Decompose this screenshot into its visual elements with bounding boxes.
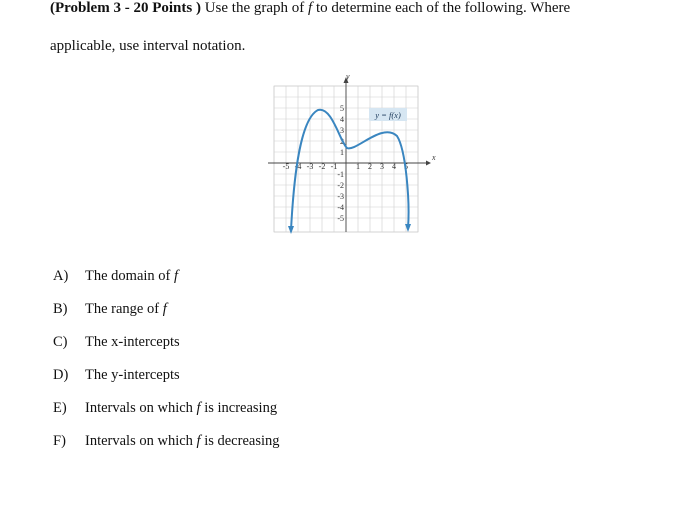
- y-axis-label: y: [346, 72, 350, 81]
- y-tick-label: -4: [337, 203, 344, 212]
- y-tick-label: -5: [337, 214, 344, 223]
- y-tick-label: 4: [340, 115, 344, 124]
- problem-label-close: ): [195, 0, 201, 16]
- x-tick-label: 3: [380, 162, 384, 171]
- y-tick-label: 3: [340, 126, 344, 135]
- x-tick-label: -2: [318, 162, 326, 171]
- function-graph: [260, 72, 440, 236]
- question-a: [53, 268, 178, 285]
- question-text: The y-intercepts: [85, 367, 180, 383]
- problem-header-line-2: applicable, use interval notation.: [50, 38, 246, 54]
- question-text: The domain of: [85, 268, 171, 284]
- question-letter: F): [53, 433, 66, 449]
- question-f: [53, 433, 280, 450]
- function-label: y = f(x): [375, 110, 401, 120]
- x-tick-label: -1: [330, 162, 338, 171]
- question-letter: E): [53, 400, 67, 416]
- x-tick-label: -4: [294, 162, 302, 171]
- y-tick-label: -1: [337, 170, 344, 179]
- question-text: The range of: [85, 301, 160, 317]
- x-axis-label: x: [432, 153, 436, 162]
- x-tick-label: 1: [356, 162, 360, 171]
- x-tick-label: 4: [392, 162, 396, 171]
- question-letter: C): [53, 334, 68, 350]
- intro-text-b: to determine each of the following. Where: [315, 0, 571, 16]
- question-text: The x-intercepts: [85, 334, 180, 350]
- question-letter: D): [53, 367, 69, 383]
- intro-text-a: Use the graph of: [204, 0, 305, 16]
- question-letter: A): [53, 268, 69, 284]
- question-text-end: is decreasing: [204, 433, 280, 449]
- question-text-end: is increasing: [204, 400, 278, 416]
- y-tick-label: -3: [337, 192, 344, 201]
- question-function-name: f: [196, 400, 201, 416]
- question-function-name: f: [174, 268, 179, 284]
- y-tick-label: 2: [340, 137, 344, 146]
- x-tick-label: 2: [368, 162, 372, 171]
- question-function-name: f: [196, 433, 201, 449]
- x-axis-arrow-icon: [426, 161, 431, 166]
- question-function-name: f: [162, 301, 167, 317]
- x-tick-label: 5: [404, 162, 408, 171]
- x-tick-label: -5: [282, 162, 290, 171]
- question-d: [53, 367, 180, 384]
- y-tick-label: 1: [340, 148, 344, 157]
- x-tick-label: -3: [306, 162, 314, 171]
- problem-header-line-1: [50, 0, 570, 17]
- question-text: Intervals on which: [85, 433, 193, 449]
- question-text: Intervals on which: [85, 400, 193, 416]
- question-letter: B): [53, 301, 68, 317]
- intro-function-name: f: [308, 0, 313, 16]
- y-tick-label: 5: [340, 104, 344, 113]
- question-e: [53, 400, 277, 417]
- problem-label: (Problem 3 - 20 Points: [50, 0, 193, 16]
- question-c: [53, 334, 180, 351]
- y-tick-label: -2: [337, 181, 344, 190]
- question-b: [53, 301, 167, 318]
